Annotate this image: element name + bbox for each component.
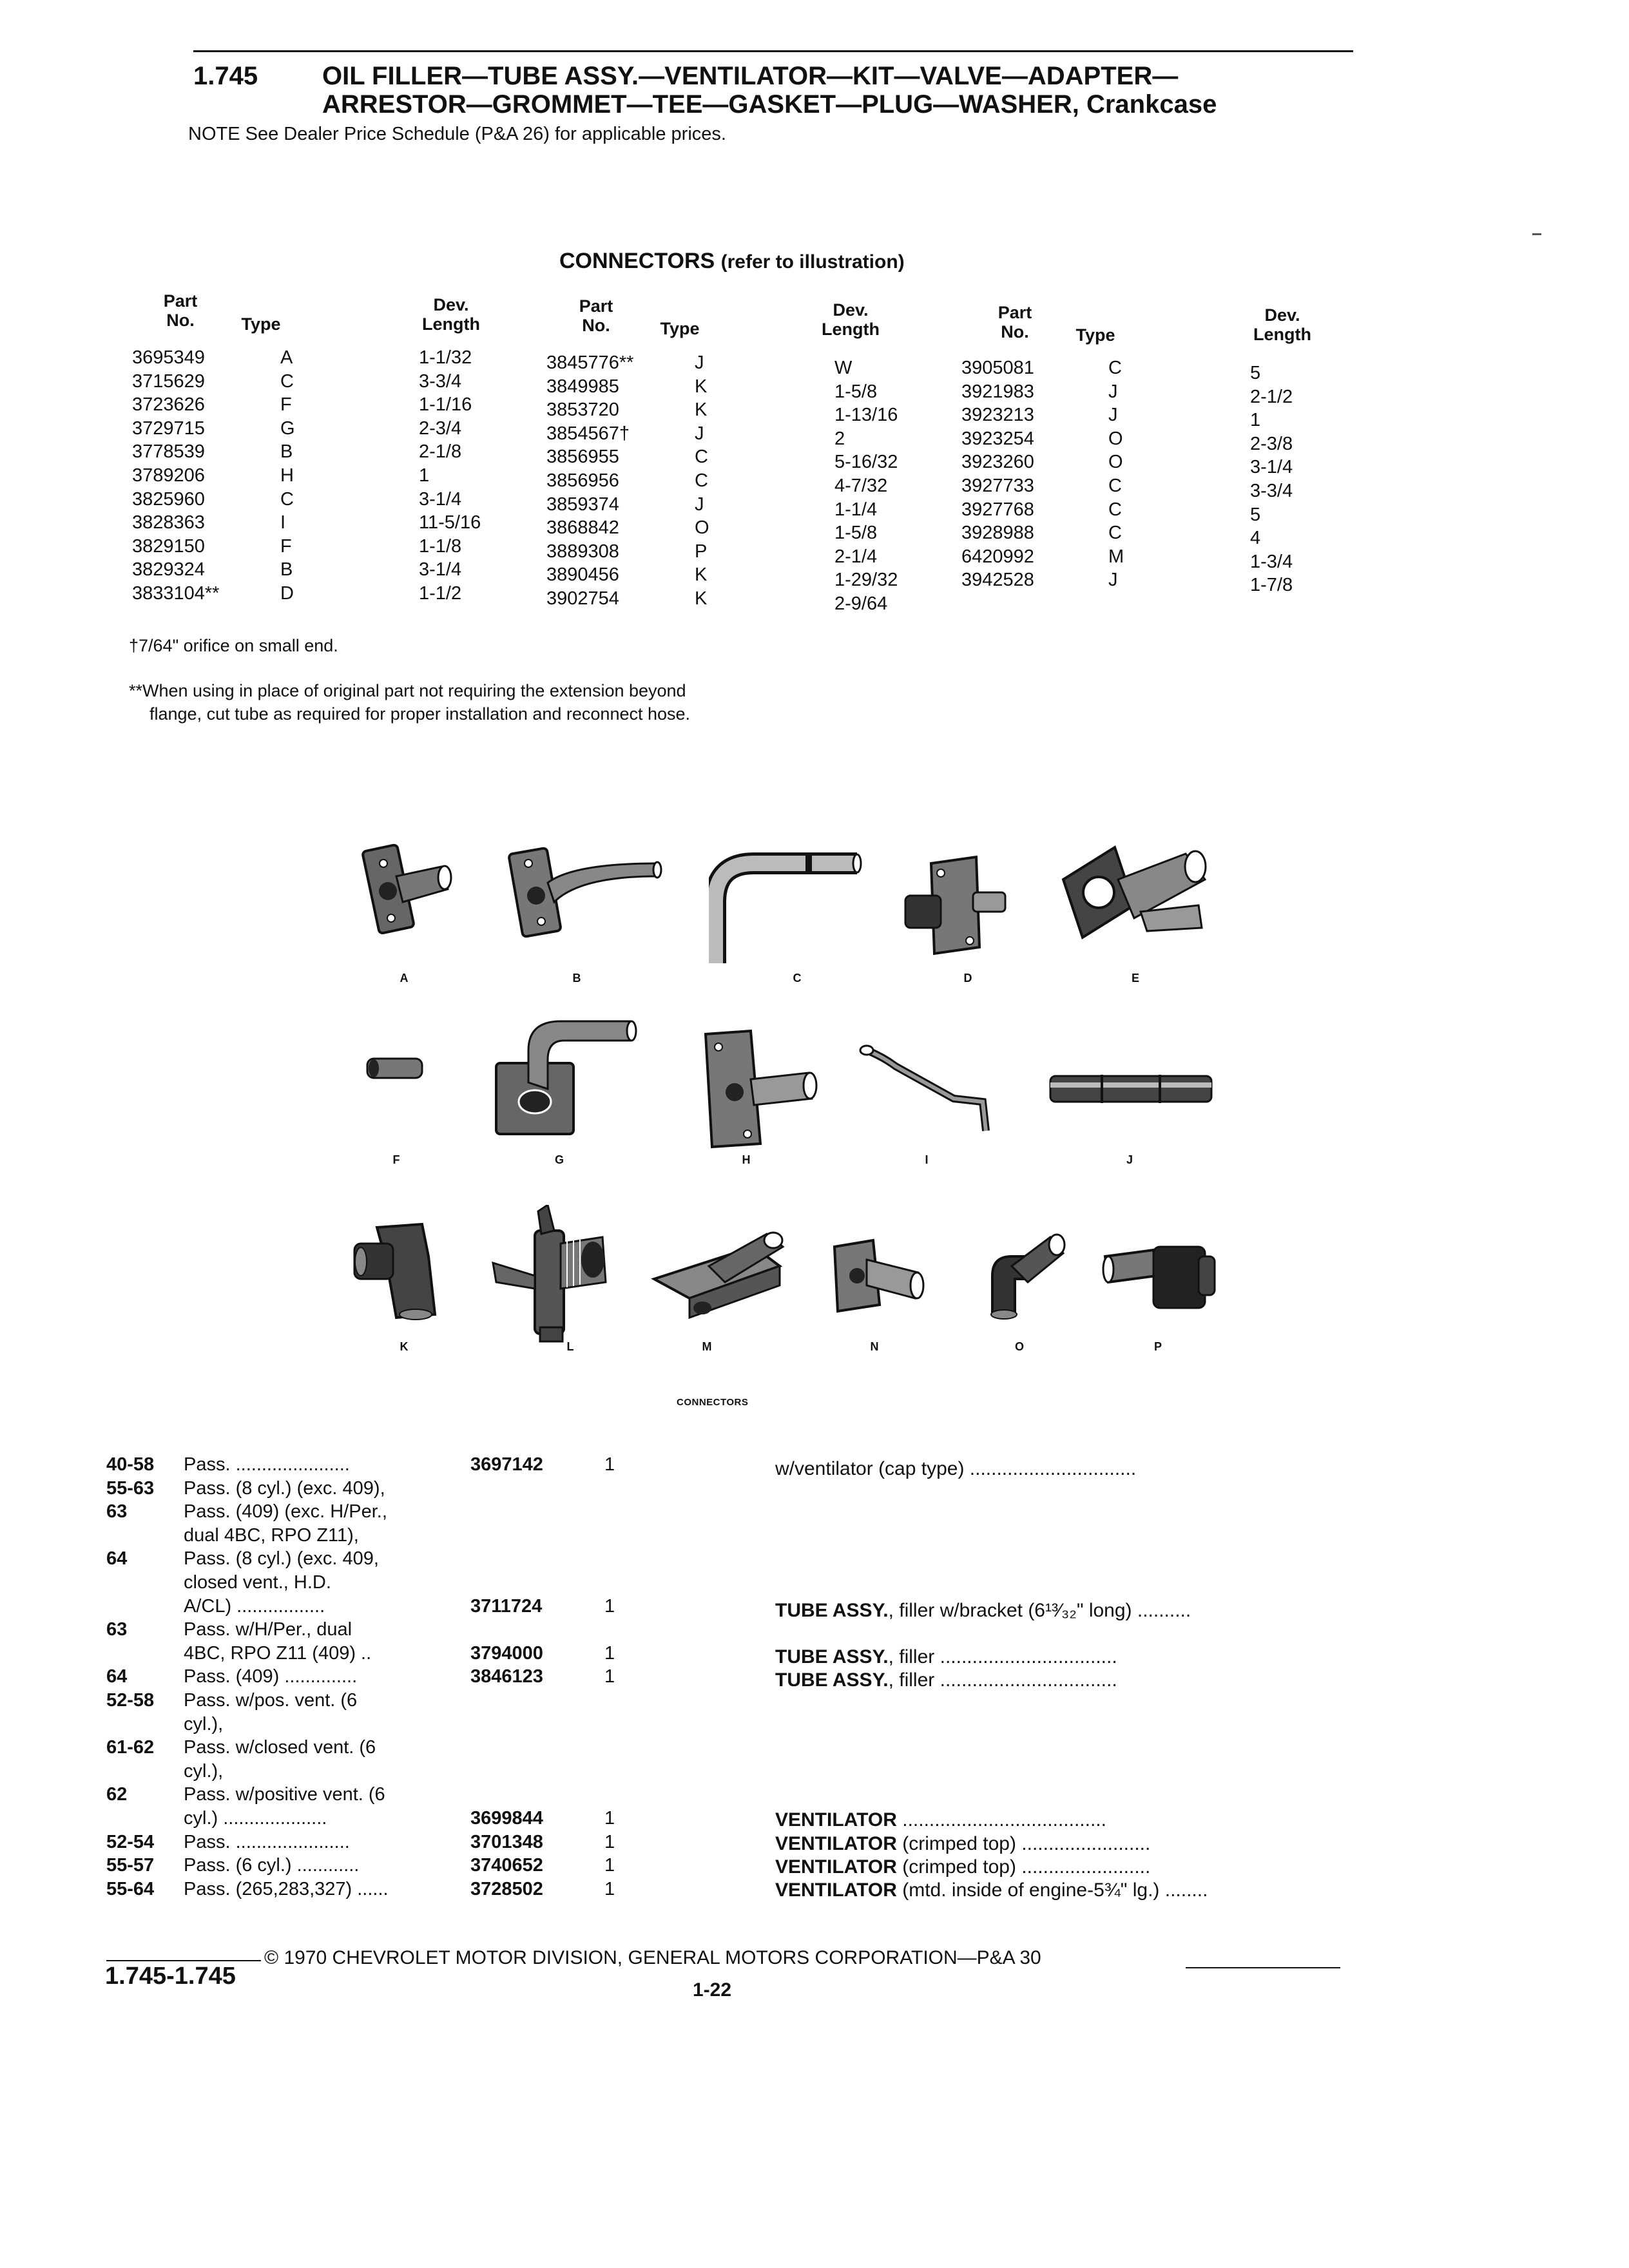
connector-f-figure	[364, 1049, 429, 1088]
part-number: 3701348	[470, 1831, 543, 1852]
header-type-2: Type	[660, 319, 700, 338]
description-detail: , filler .................................	[888, 1669, 1117, 1691]
table-part-no: 3829150	[132, 535, 205, 557]
table-dev-length: 3-1/4	[1250, 457, 1293, 478]
table-part-no: 3825960	[132, 488, 205, 510]
table-part-no: 3923213	[961, 405, 1034, 426]
description-item: TUBE ASSY.	[775, 1646, 889, 1667]
table-part-no: 3828363	[132, 512, 205, 533]
section-title-line-1: OIL FILLER—TUBE ASSY.—VENTILATOR—KIT—VALVE—ADAPTER—	[322, 62, 1179, 90]
model-years: 52-58	[106, 1690, 155, 1711]
group2-part-numbers	[546, 351, 633, 611]
parts-row	[0, 1453, 644, 1477]
parts-row	[0, 1760, 644, 1783]
quantity: 1	[604, 1855, 615, 1876]
table-part-no: 3923260	[961, 452, 1034, 473]
header-dev-length-1: Dev. Length	[422, 295, 480, 334]
connector-a-figure	[358, 841, 454, 950]
parts-row	[0, 1477, 644, 1501]
table-type: H	[280, 465, 294, 486]
section-title-line-2: ARRESTOR—GROMMET—TEE—GASKET—PLUG—WASHER, Crankcase	[322, 90, 1217, 119]
table-part-no: 3928988	[961, 523, 1034, 544]
group3-types	[1108, 356, 1124, 592]
parts-row	[0, 1524, 644, 1548]
connector-g-figure	[490, 1012, 638, 1140]
table-dev-length: W	[834, 358, 853, 378]
model-years: 62	[106, 1784, 128, 1805]
table-dev-length: 1	[1250, 410, 1261, 431]
header-part-no-2: Part No.	[579, 296, 613, 335]
parts-row	[0, 1854, 644, 1878]
table-part-no: 3849985	[546, 376, 619, 397]
parts-row	[0, 1547, 644, 1571]
quantity: 1	[604, 1454, 615, 1475]
table-type: B	[280, 559, 293, 581]
header-part-no-1: Part No.	[163, 291, 198, 330]
group3-dev-lengths	[1250, 361, 1293, 597]
group2-dev-lengths	[834, 356, 898, 616]
parts-row	[0, 1783, 644, 1807]
footnote-dagger: †7/64" orifice on small end.	[129, 636, 338, 655]
table-part-no: 3868842	[546, 517, 619, 539]
table-part-no: 3845776**	[546, 352, 634, 373]
table-dev-length: 1-1/8	[419, 535, 462, 557]
table-part-no: 3942528	[961, 570, 1034, 591]
header-type-3: Type	[1075, 325, 1115, 345]
header-dev-length-2: Dev. Length	[822, 300, 880, 339]
part-number: 3740652	[470, 1855, 543, 1876]
table-type: C	[1108, 523, 1122, 544]
figure-label-f: F	[392, 1153, 400, 1166]
quantity: 1	[604, 1666, 615, 1687]
figure-label-p: P	[1153, 1340, 1162, 1353]
table-dev-length: 1-29/32	[834, 570, 898, 591]
table-dev-length: 1-1/16	[419, 394, 472, 416]
table-part-no: 3856955	[546, 447, 619, 468]
application: Pass. (409) ..............	[184, 1666, 358, 1687]
application: Pass. w/pos. vent. (6	[184, 1690, 358, 1711]
table-part-no: 3723626	[132, 394, 205, 416]
figure-label-j: J	[1126, 1153, 1133, 1166]
footer-rule-right	[1186, 1967, 1340, 1968]
table-type: O	[1108, 428, 1123, 449]
table-type: C	[1108, 499, 1122, 520]
table-part-no: 3856956	[546, 470, 619, 491]
model-years: 63	[106, 1501, 128, 1523]
application: Pass. (8 cyl.) (exc. 409),	[184, 1477, 385, 1499]
parts-row	[0, 1831, 644, 1854]
table-part-no: 3927768	[961, 499, 1034, 520]
connector-e-figure	[1057, 841, 1218, 957]
description-item: TUBE ASSY.	[775, 1669, 889, 1691]
table-type: J	[1108, 570, 1118, 591]
description-row	[775, 1833, 1150, 1855]
group1-part-numbers	[132, 346, 219, 606]
figure-label-h: H	[742, 1153, 751, 1166]
description-row	[775, 1646, 1117, 1668]
parts-row	[0, 1571, 644, 1595]
margin-mark	[1532, 233, 1541, 235]
price-note: NOTE See Dealer Price Schedule (P&A 26) for applicable prices.	[188, 124, 726, 144]
table-type: C	[695, 447, 708, 468]
description-detail: (mtd. inside of engine-5¾" lg.) ........	[896, 1879, 1208, 1901]
application: cyl.),	[184, 1760, 224, 1782]
table-dev-length: 2-9/64	[834, 593, 888, 614]
connector-b-figure	[503, 844, 664, 947]
connectors-title-suffix: (refer to illustration)	[720, 251, 905, 273]
table-part-no: 3859374	[546, 494, 619, 515]
model-years: 55-63	[106, 1477, 155, 1499]
parts-row	[0, 1595, 644, 1619]
table-type: M	[1108, 546, 1124, 567]
page-number: 1-22	[693, 1979, 732, 2001]
description-row	[775, 1879, 1208, 1901]
application: A/CL) .................	[184, 1595, 325, 1617]
quantity: 1	[604, 1878, 615, 1899]
table-type: J	[695, 352, 704, 373]
part-number: 3794000	[470, 1642, 543, 1664]
connector-n-figure	[828, 1234, 931, 1318]
parts-row	[0, 1713, 644, 1736]
group1-types	[280, 346, 295, 606]
connector-i-figure	[857, 1037, 999, 1140]
parts-row	[0, 1736, 644, 1760]
figure-label-o: O	[1014, 1340, 1024, 1353]
table-part-no: 3889308	[546, 541, 619, 562]
figure-label-b: B	[572, 972, 581, 985]
parts-row	[0, 1618, 644, 1642]
table-type: A	[280, 347, 293, 368]
model-years: 64	[106, 1548, 128, 1570]
table-dev-length: 3-3/4	[1250, 480, 1293, 501]
table-dev-length: 1-5/8	[834, 381, 878, 402]
quantity: 1	[604, 1642, 615, 1664]
application: Pass. (265,283,327) ......	[184, 1878, 389, 1899]
model-years: 55-57	[106, 1855, 155, 1876]
application: cyl.) ....................	[184, 1808, 327, 1829]
application: Pass. w/closed vent. (6	[184, 1737, 376, 1758]
header-part-no-3: Part No.	[998, 303, 1032, 341]
application: dual 4BC, RPO Z11),	[184, 1524, 359, 1546]
part-number: 3728502	[470, 1878, 543, 1899]
table-type: K	[695, 564, 708, 586]
table-dev-length: 3-3/4	[419, 370, 462, 392]
figure-label-e: E	[1131, 972, 1139, 985]
table-type: D	[280, 582, 294, 604]
model-years: 63	[106, 1619, 128, 1640]
application: closed vent., H.D.	[184, 1572, 331, 1593]
model-years: 52-54	[106, 1831, 155, 1852]
table-dev-length: 1-1/2	[419, 582, 462, 604]
description-detail: w/ventilator (cap type) ...............................	[775, 1458, 1137, 1479]
table-part-no: 3854567†	[546, 423, 630, 444]
figure-label-i: I	[925, 1153, 929, 1166]
table-part-no: 3715629	[132, 370, 205, 392]
table-dev-length: 1-3/4	[1250, 551, 1293, 572]
illustration-caption: CONNECTORS	[677, 1397, 749, 1408]
figure-label-l: L	[566, 1340, 574, 1353]
description-item: TUBE ASSY.	[775, 1600, 889, 1621]
figure-label-c: C	[793, 972, 802, 985]
figure-label-k: K	[400, 1340, 409, 1353]
table-type: J	[695, 494, 704, 515]
model-years: 40-58	[106, 1454, 155, 1475]
connector-c-figure	[709, 850, 863, 966]
table-type: K	[695, 399, 708, 421]
quantity: 1	[604, 1595, 615, 1617]
footer-section-range: 1.745-1.745	[105, 1963, 236, 1990]
application: Pass. (409) (exc. H/Per.,	[184, 1501, 387, 1523]
part-number: 3711724	[470, 1595, 543, 1617]
table-type: O	[1108, 452, 1123, 473]
copyright-line: © 1970 CHEVROLET MOTOR DIVISION, GENERAL MOTORS CORPORATION—P&A 30	[264, 1947, 1041, 1968]
description-item: VENTILATOR	[775, 1833, 897, 1854]
footnote-double-star-line-2: flange, cut tube as required for proper installation and reconnect hose.	[149, 704, 691, 724]
table-part-no: 3789206	[132, 465, 205, 486]
table-dev-length: 5	[1250, 504, 1261, 525]
part-number: 3697142	[470, 1454, 543, 1475]
application: Pass. ......................	[184, 1831, 350, 1852]
table-part-no: 3921983	[961, 381, 1034, 402]
table-dev-length: 1-1/32	[419, 347, 472, 368]
parts-row	[0, 1878, 644, 1901]
section-number: 1.745	[193, 62, 258, 90]
table-dev-length: 1-5/8	[834, 523, 878, 544]
description-row	[775, 1669, 1117, 1691]
table-dev-length: 2	[834, 428, 845, 449]
table-dev-length: 2-1/4	[834, 546, 878, 567]
table-type: J	[1108, 381, 1118, 402]
table-dev-length: 5-16/32	[834, 452, 898, 473]
group2-types	[695, 351, 709, 611]
table-type: F	[280, 394, 292, 416]
description-row	[775, 1458, 1136, 1480]
table-dev-length: 11-5/16	[419, 512, 481, 533]
table-type: O	[695, 517, 709, 539]
parts-row	[0, 1807, 644, 1831]
table-part-no: 3890456	[546, 564, 619, 586]
table-part-no: 3905081	[961, 358, 1034, 378]
figure-label-g: G	[554, 1153, 564, 1166]
description-row	[775, 1809, 1106, 1831]
footnote-double-star-line-1: **When using in place of original part not requiring the extension beyond	[129, 681, 686, 700]
table-type: B	[280, 441, 293, 463]
connector-j-figure	[1044, 1063, 1218, 1115]
connector-d-figure	[902, 850, 1012, 960]
table-type: G	[280, 418, 295, 439]
figure-label-a: A	[400, 972, 409, 985]
table-type: I	[280, 512, 286, 533]
table-dev-length: 2-1/2	[1250, 386, 1293, 407]
parts-row	[0, 1642, 644, 1666]
connectors-title-text: CONNECTORS	[559, 249, 715, 273]
table-dev-length: 3-1/4	[419, 559, 462, 581]
description-detail: ......................................	[896, 1809, 1106, 1831]
table-part-no: 3695349	[132, 347, 205, 368]
description-item: VENTILATOR	[775, 1856, 897, 1878]
table-part-no: 3833104**	[132, 582, 220, 604]
connector-p-figure	[1102, 1237, 1218, 1314]
table-dev-length: 2-3/4	[419, 418, 462, 439]
table-type: F	[280, 535, 292, 557]
table-dev-length: 1-1/4	[834, 499, 878, 520]
table-part-no: 3902754	[546, 588, 619, 609]
table-dev-length: 4-7/32	[834, 475, 888, 496]
description-item: VENTILATOR	[775, 1879, 897, 1901]
application: Pass. w/positive vent. (6	[184, 1784, 385, 1805]
footer-rule-left	[106, 1960, 261, 1961]
parts-row	[0, 1689, 644, 1713]
application: 4BC, RPO Z11 (409) ..	[184, 1642, 372, 1664]
table-type: C	[280, 488, 294, 510]
parts-row	[0, 1665, 644, 1689]
table-dev-length: 2-1/8	[419, 441, 462, 463]
group3-part-numbers	[961, 356, 1034, 592]
table-part-no: 3829324	[132, 559, 205, 581]
application: Pass. w/H/Per., dual	[184, 1619, 352, 1640]
table-dev-length: 5	[1250, 363, 1261, 383]
table-part-no: 3778539	[132, 441, 205, 463]
connector-o-figure	[979, 1231, 1070, 1321]
table-dev-length: 2-3/8	[1250, 433, 1293, 454]
application: Pass. ......................	[184, 1454, 350, 1475]
table-type: K	[695, 376, 708, 397]
table-dev-length: 1-13/16	[834, 405, 898, 426]
table-part-no: 3927733	[961, 475, 1034, 496]
description-item: VENTILATOR	[775, 1809, 897, 1831]
description-detail: , filler w/bracket (6¹³⁄₃₂" long) ..........	[888, 1600, 1191, 1621]
part-number: 3699844	[470, 1808, 543, 1829]
table-part-no: 3923254	[961, 428, 1034, 449]
model-years: 55-64	[106, 1878, 155, 1899]
header-type-1: Type	[241, 314, 281, 334]
connector-k-figure	[351, 1218, 448, 1321]
figure-label-m: M	[702, 1340, 712, 1353]
application: Pass. (6 cyl.) ............	[184, 1855, 360, 1876]
table-part-no: 6420992	[961, 546, 1034, 567]
description-detail: (crimped top) ........................	[896, 1833, 1151, 1854]
model-years: 64	[106, 1666, 128, 1687]
model-years: 61-62	[106, 1737, 155, 1758]
description-detail: (crimped top) ........................	[896, 1856, 1151, 1878]
table-dev-length: 4	[1250, 528, 1261, 549]
application: Pass. (8 cyl.) (exc. 409,	[184, 1548, 379, 1570]
table-type: J	[1108, 405, 1118, 426]
table-type: C	[280, 370, 294, 392]
quantity: 1	[604, 1808, 615, 1829]
description-row	[775, 1856, 1150, 1878]
connector-m-figure	[651, 1227, 799, 1324]
table-type: J	[695, 423, 704, 444]
group1-dev-lengths	[419, 346, 481, 606]
table-type: C	[695, 470, 708, 491]
table-part-no: 3853720	[546, 399, 619, 421]
table-type: K	[695, 588, 708, 609]
connector-h-figure	[699, 1028, 822, 1150]
table-type: P	[695, 541, 708, 562]
table-dev-length: 3-1/4	[419, 488, 462, 510]
application: cyl.),	[184, 1713, 224, 1735]
top-rule	[193, 50, 1353, 52]
connector-l-figure	[490, 1205, 612, 1347]
part-number: 3846123	[470, 1666, 543, 1687]
table-part-no: 3729715	[132, 418, 205, 439]
connectors-table-title	[559, 249, 905, 274]
header-dev-length-3: Dev. Length	[1253, 305, 1311, 344]
figure-label-n: N	[870, 1340, 879, 1353]
description-detail: , filler .................................	[888, 1646, 1117, 1667]
description-row	[775, 1600, 1191, 1622]
table-dev-length: 1	[419, 465, 430, 486]
table-type: C	[1108, 358, 1122, 378]
parts-row	[0, 1500, 644, 1524]
table-type: C	[1108, 475, 1122, 496]
table-dev-length: 1-7/8	[1250, 575, 1293, 596]
figure-label-d: D	[963, 972, 972, 985]
quantity: 1	[604, 1831, 615, 1852]
